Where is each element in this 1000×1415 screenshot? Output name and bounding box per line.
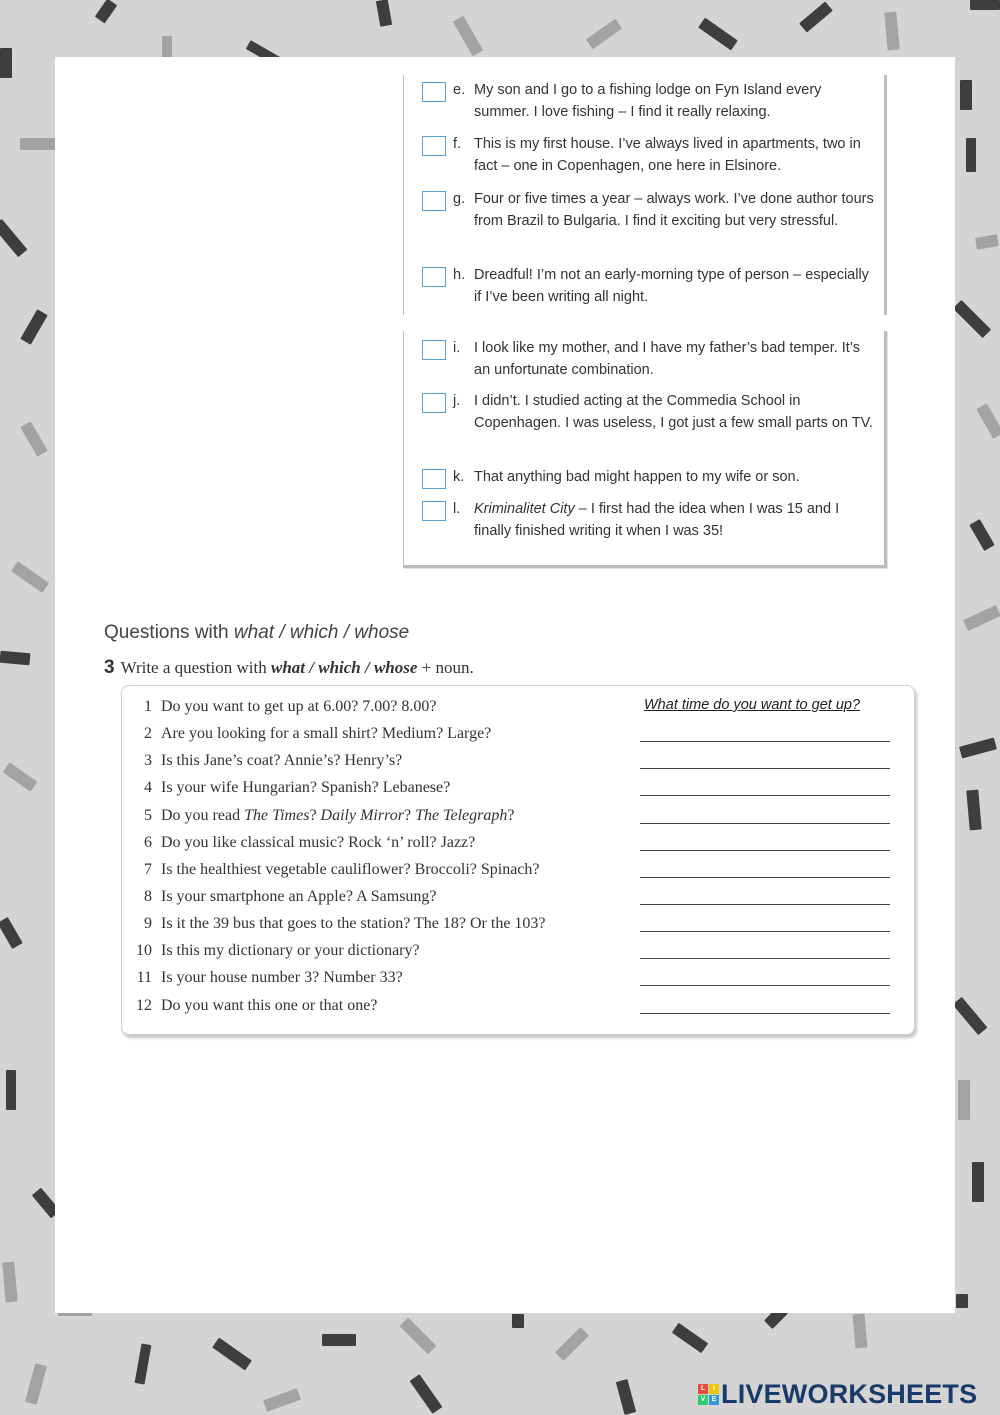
logo-mark-letter: I (709, 1384, 719, 1394)
answer-line[interactable] (640, 741, 890, 742)
instruction-prefix: Write a question with (120, 658, 271, 677)
item-letter: l. (453, 501, 461, 517)
question-row (122, 969, 914, 996)
question-number: 8 (144, 888, 152, 905)
example-answer: What time do you want to get up? (644, 697, 861, 713)
item-text: I look like my mother, and I have my father’s bad temper. It’s an unfortunate combination. (474, 340, 861, 378)
question-row (122, 698, 914, 725)
logo-mark-letter: E (709, 1395, 719, 1405)
answer-line[interactable] (640, 1013, 890, 1014)
logo-mark-letter: L (698, 1384, 708, 1394)
question-text: Do you want this one or that one? (161, 997, 378, 1014)
item-text: I didn’t. I studied acting at the Commedia School in Copenhagen. I was useless, I got just a few small parts on TV. (474, 393, 873, 431)
answer-line[interactable] (640, 877, 890, 878)
logo-mark-letter: V (698, 1395, 708, 1405)
question-number: 3 (144, 752, 152, 769)
newspaper-title: Daily Mirror (320, 807, 404, 824)
instruction-suffix: + noun. (417, 658, 474, 677)
question-text: Is the healthiest vegetable cauliflower? Broccoli? Spinach? (161, 861, 540, 878)
question-text (161, 807, 514, 825)
question-row (122, 807, 914, 834)
item-letter: j. (453, 393, 461, 409)
question-row (122, 834, 914, 861)
question-row (122, 725, 914, 752)
answer-checkbox-j[interactable] (422, 393, 446, 413)
question-number: 10 (136, 942, 152, 959)
question-row (122, 888, 914, 915)
item-text: This is my first house. I’ve always lived in apartments, two in fact – one in Copenhagen, one here in Elsinore. (474, 136, 861, 174)
item-text: My son and I go to a fishing lodge on Fyn Island every summer. I love fishing – I find it really relaxing. (474, 82, 822, 120)
worksheet-page (55, 57, 955, 1313)
item-letter: e. (453, 82, 466, 98)
question-text: Do you want to get up at 6.00? 7.00? 8.00? (161, 698, 437, 715)
answer-checkbox-h[interactable] (422, 267, 446, 287)
question-row (122, 779, 914, 806)
question-text: Are you looking for a small shirt? Medium? Large? (161, 725, 492, 742)
matching-box-top (403, 75, 887, 315)
answer-line[interactable] (640, 795, 890, 796)
exercise-instruction (104, 657, 474, 679)
section-title-italic: what / which / whose (233, 622, 410, 643)
item-letter: f. (453, 136, 462, 152)
text-part: ? (507, 807, 515, 824)
instruction-keywords: what / which / whose (270, 658, 418, 677)
item-letter: i. (453, 340, 461, 356)
answer-line[interactable] (640, 823, 890, 824)
question-number: 2 (144, 725, 152, 742)
text-part: ? (309, 807, 321, 824)
answer-checkbox-f[interactable] (422, 136, 446, 156)
question-text: Is your house number 3? Number 33? (161, 969, 403, 986)
answer-checkbox-g[interactable] (422, 191, 446, 211)
item-letter: g. (453, 191, 466, 207)
answer-checkbox-i[interactable] (422, 340, 446, 360)
text-part: Do you read (161, 807, 245, 824)
question-row (122, 752, 914, 779)
section-title (104, 622, 409, 644)
question-text: Do you like classical music? Rock ‘n’ roll? Jazz? (161, 834, 476, 851)
liveworksheets-logo (698, 1377, 977, 1411)
question-number: 4 (144, 779, 152, 796)
answer-line[interactable] (640, 958, 890, 959)
question-text: Is your wife Hungarian? Spanish? Lebanese? (161, 779, 451, 796)
book-title: Kriminalitet City (474, 501, 575, 517)
exercise-number: 3 (104, 657, 115, 678)
question-row (122, 915, 914, 942)
question-number: 5 (144, 807, 152, 824)
question-text: Is it the 39 bus that goes to the station? The 18? Or the 103? (161, 915, 546, 932)
item-text: Dreadful! I’m not an early-morning type of person – especially if I’ve been writing all night. (474, 267, 869, 305)
question-number: 12 (136, 997, 152, 1014)
newspaper-title: The Telegraph (415, 807, 508, 824)
answer-checkbox-k[interactable] (422, 469, 446, 489)
answer-line[interactable] (640, 985, 890, 986)
section-title-prefix: Questions with (104, 622, 234, 643)
answer-line[interactable] (640, 931, 890, 932)
question-row (122, 997, 914, 1024)
question-text: Is this Jane’s coat? Annie’s? Henry’s? (161, 752, 403, 769)
answer-checkbox-e[interactable] (422, 82, 446, 102)
item-text: Four or five times a year – always work. I’ve done author tours from Brazil to Bulgaria. I find it exciting but very stressful. (474, 191, 874, 229)
question-text: Is your smartphone an Apple? A Samsung? (161, 888, 437, 905)
logo-text: LIVEWORKSHEETS (721, 1378, 978, 1409)
logo-mark (698, 1384, 719, 1405)
questions-panel (121, 685, 915, 1035)
item-text (474, 498, 879, 542)
answer-checkbox-l[interactable] (422, 501, 446, 521)
question-number: 11 (136, 969, 152, 986)
newspaper-title: The Times (244, 807, 310, 824)
question-row (122, 942, 914, 969)
question-number: 7 (144, 861, 152, 878)
item-text-rest: – I first had the idea when I was 15 and I finally finished writing it when I was 35! (474, 501, 840, 539)
answer-line[interactable] (640, 768, 890, 769)
item-letter: h. (453, 267, 466, 283)
question-number: 9 (144, 915, 152, 932)
item-letter: k. (453, 469, 465, 485)
question-number: 6 (144, 834, 152, 851)
matching-box-bottom (403, 331, 887, 568)
answer-line[interactable] (640, 850, 890, 851)
text-part: ? (403, 807, 416, 824)
answer-line[interactable] (640, 904, 890, 905)
question-number: 1 (144, 698, 152, 715)
question-row (122, 861, 914, 888)
question-text: Is this my dictionary or your dictionary? (161, 942, 420, 959)
item-text: That anything bad might happen to my wife or son. (474, 469, 800, 485)
